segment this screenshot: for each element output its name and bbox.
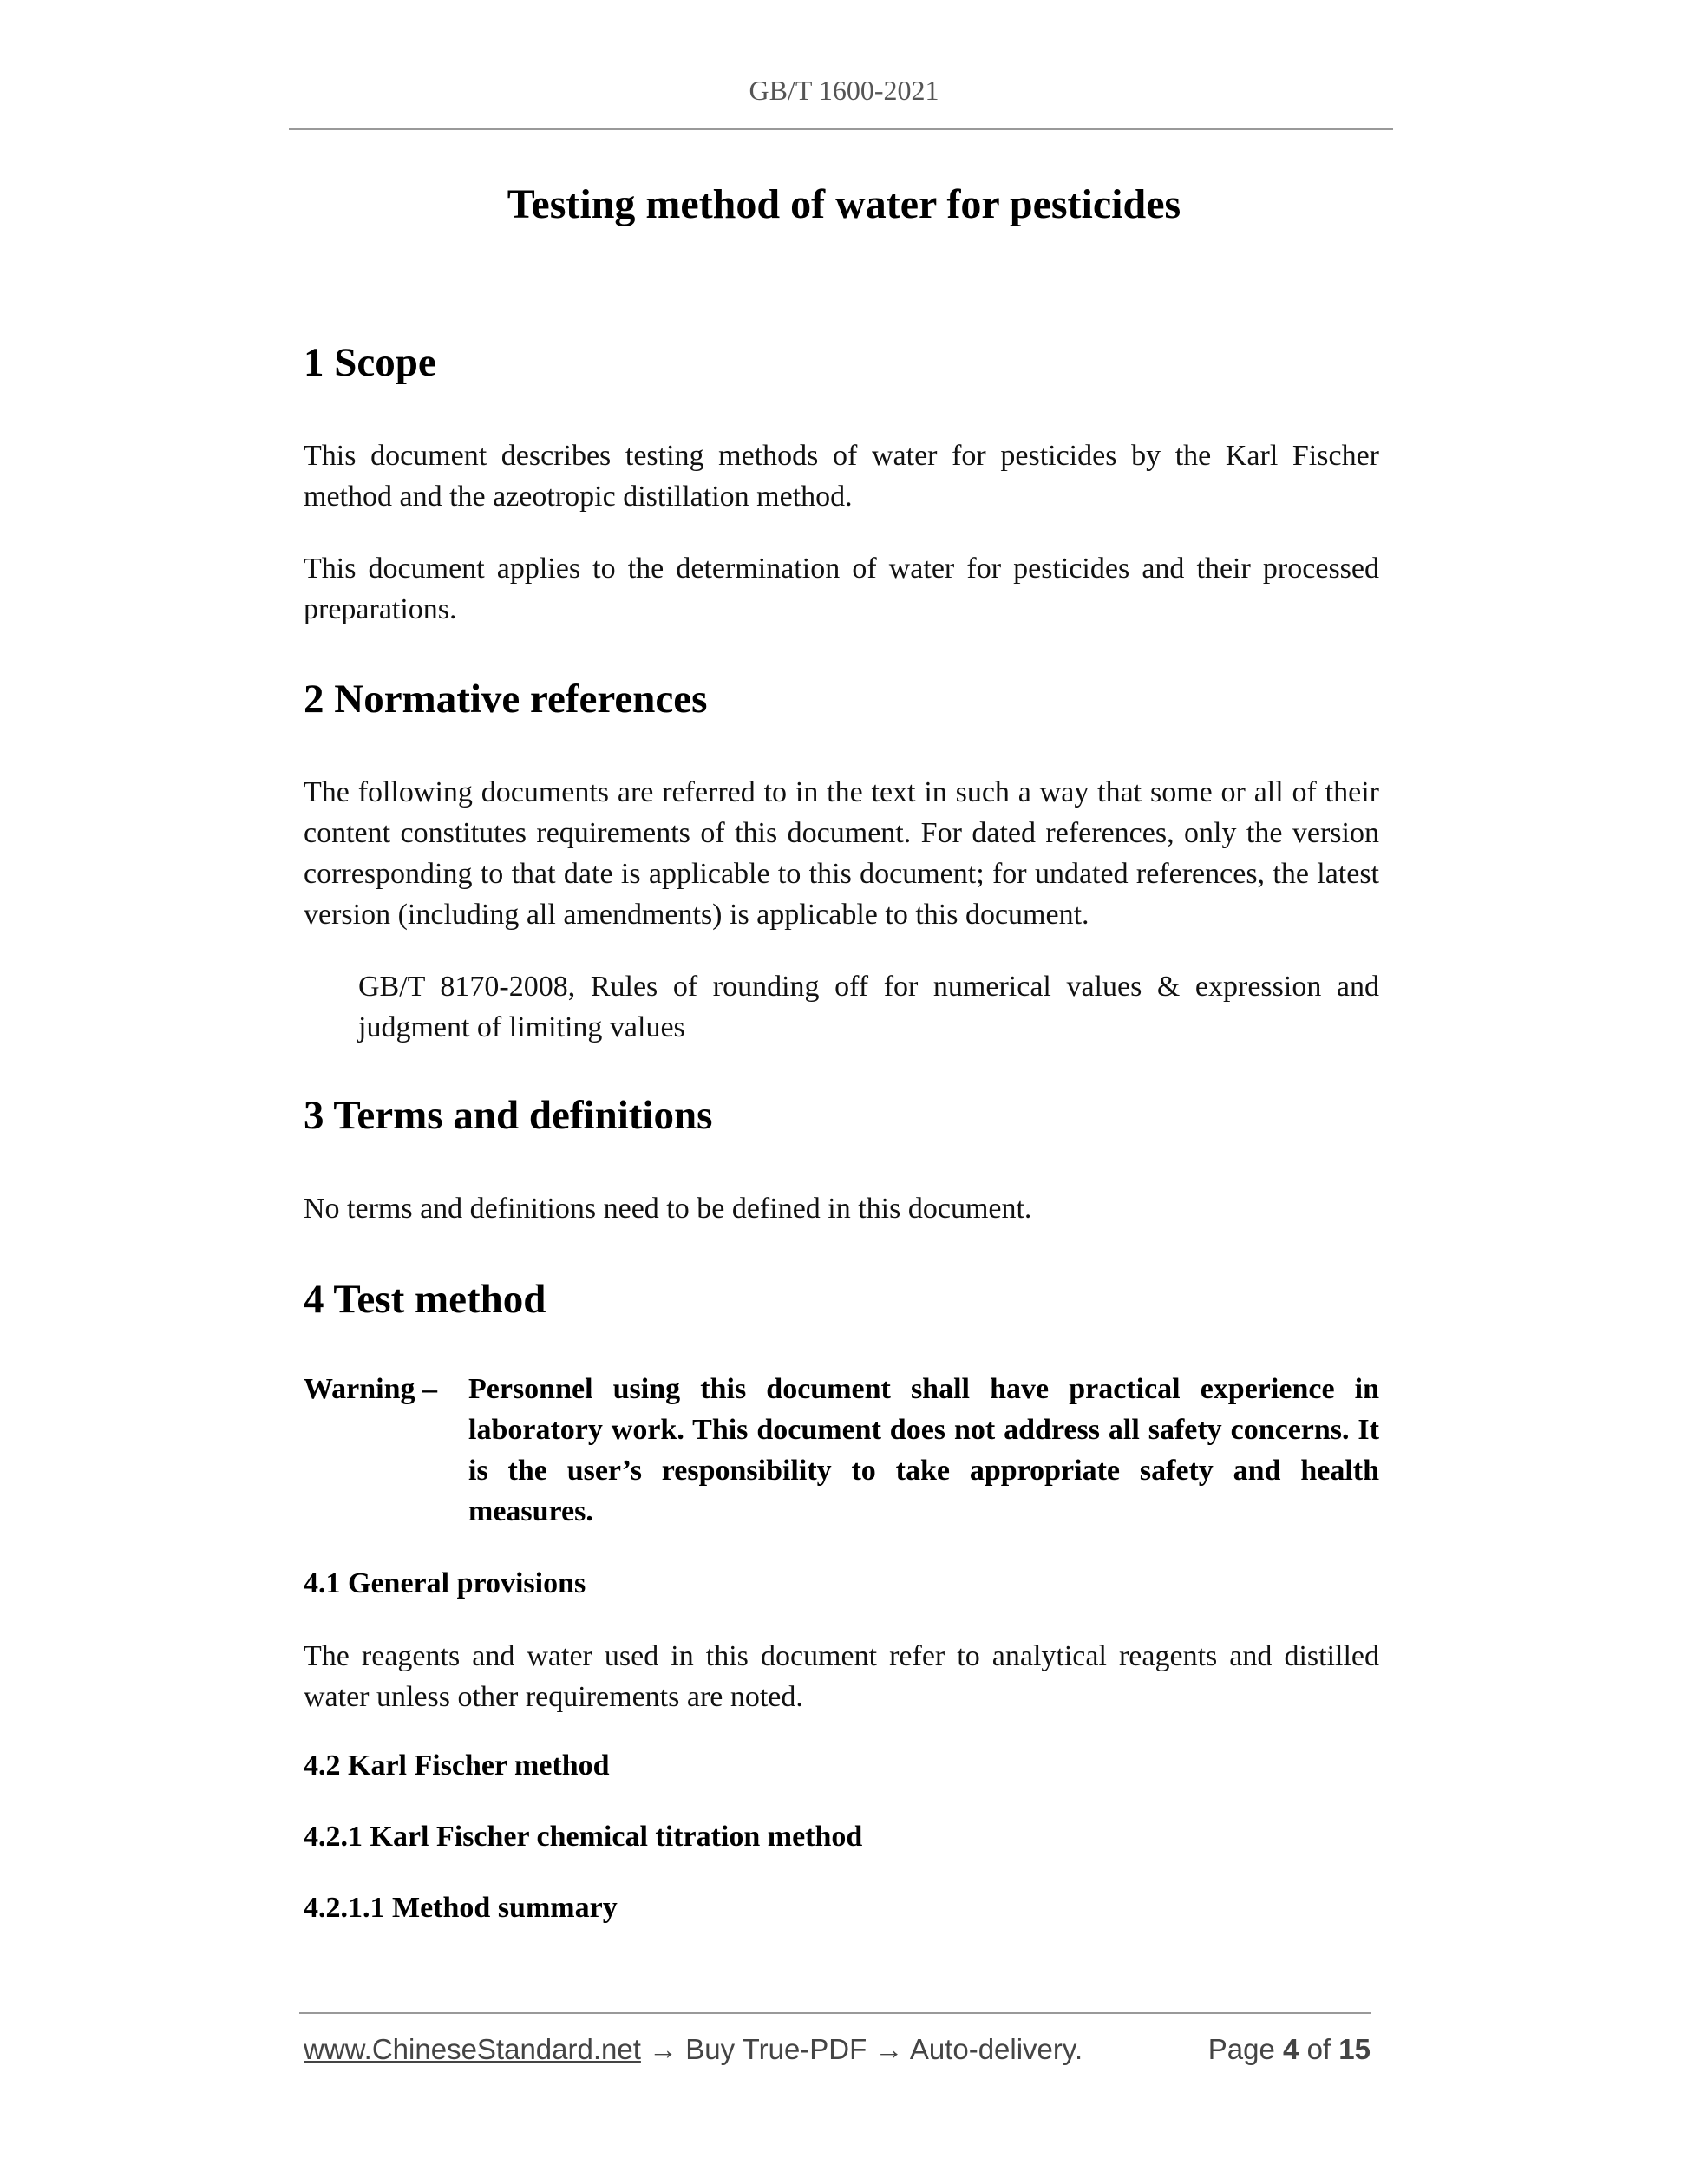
page-footer: [304, 2033, 1371, 2066]
general-paragraph: The reagents and water used in this document refer to analytical reagents and distilled water unless other requirements are noted.: [304, 1640, 1379, 1713]
header-divider: [289, 128, 1393, 130]
website-link[interactable]: www.ChineseStandard.net: [304, 2033, 641, 2065]
footer-promo: [304, 2033, 1083, 2066]
page-current: 4: [1283, 2033, 1299, 2065]
reference-item: GB/T 8170-2008, Rules of rounding off for numerical values & expression and judgment of limiting values: [358, 971, 1379, 1043]
normative-paragraph: The following documents are referred to in the text in such a way that some or all of their content constitutes requirements of this document. For dated references, only the version corresponding to that date is applicable to this document; for undated references, the latest version (including all amendments) is applicable to this document.: [304, 776, 1379, 931]
subsection-heading-karl-fischer: 4.2 Karl Fischer method: [304, 1749, 610, 1782]
subsection-heading-general: 4.1 General provisions: [304, 1567, 586, 1599]
standard-code: GB/T 1600-2021: [749, 75, 939, 106]
warning-text: Personnel using this document shall have practical experience in laboratory work. This document does not address all safety concerns. It is the user’s responsibility to take appropriate safety and health measures.: [468, 1373, 1379, 1527]
scope-paragraph-2: This document applies to the determination of water for pesticides and their processed preparations.: [304, 553, 1379, 625]
page-indicator: [1208, 2033, 1371, 2066]
footer-divider: [299, 2012, 1371, 2014]
page-of: of: [1306, 2033, 1331, 2065]
subsection-heading-chemical-titration: 4.2.1 Karl Fischer chemical titration method: [304, 1821, 863, 1853]
section-heading-normative-references: 2 Normative references: [304, 677, 708, 722]
subsection-heading-method-summary: 4.2.1.1 Method summary: [304, 1892, 618, 1924]
page-total: 15: [1338, 2033, 1371, 2065]
footer-promo-text: → Buy True-PDF → Auto-delivery.: [640, 2033, 1083, 2065]
section-heading-terms: 3 Terms and definitions: [304, 1093, 713, 1138]
terms-paragraph: No terms and definitions need to be defined in this document.: [304, 1193, 1032, 1225]
warning-label: Warning –: [304, 1373, 437, 1405]
warning-note: [304, 1369, 1379, 1532]
document-title: Testing method of water for pesticides: [507, 181, 1181, 227]
section-heading-scope: 1 Scope: [304, 340, 436, 385]
section-heading-test-method: 4 Test method: [304, 1277, 546, 1322]
page-label: Page: [1207, 2033, 1275, 2065]
scope-paragraph-1: This document describes testing methods of water for pesticides by the Karl Fischer method and the azeotropic distillation method.: [304, 440, 1379, 513]
